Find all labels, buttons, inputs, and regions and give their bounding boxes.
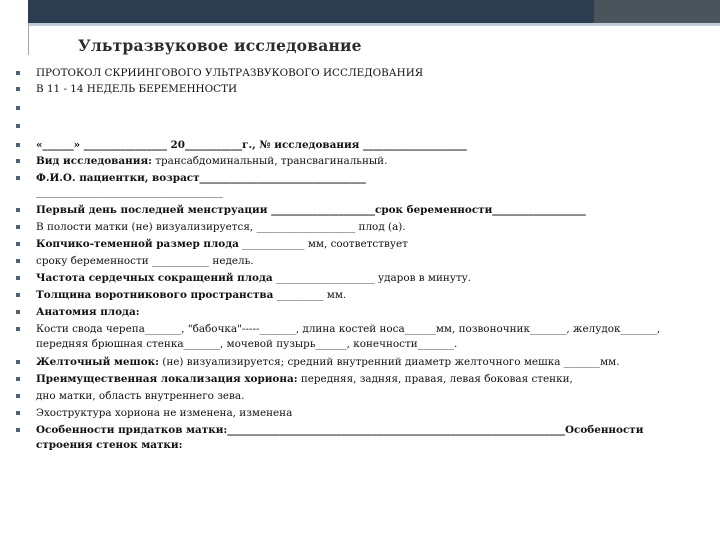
patient-name-continuation: ____________________________________ [36,186,224,198]
study-type-value: трансабдоминальный, трансвагинальный. [151,155,388,167]
nuchal-translucency-value: _________ мм. [273,289,347,301]
date-and-number-line: «______» ________________ 20___________г., № исследования ____________________ [36,138,696,153]
patient-name-line: Ф.И.О. пациентки, возраст________________________________ [36,171,696,186]
fetal-anatomy-heading: Анатомия плода: [36,305,696,320]
yolk-sac-label: Желточный мешок: [36,356,159,368]
heart-rate-value: ___________________ ударов в минуту. [272,272,472,284]
yolk-sac-value: (не) визуализируется; средний внутренний диаметр желточного мешка _______мм. [158,356,620,368]
study-type-line [36,154,696,169]
yolk-sac-line [36,355,696,370]
crl-value: ____________ мм, соответствует [238,238,408,250]
slide-title: Ультразвуковое исследование [78,36,362,55]
nuchal-translucency-label: Толщина воротникового пространства [36,289,274,301]
chorion-location-line [36,372,696,387]
chorion-location-continued: дно матки, область внутреннего зева. [36,389,696,404]
gestation-weeks-line: сроку беременности ___________ недель. [36,254,696,269]
fetus-in-uterus-line: В полости матки (не) визуализируется, ___________________ плод (а). [36,220,696,235]
chorion-location-value: передняя, задняя, правая, левая боковая стенки, [297,373,573,385]
nuchal-translucency-line [36,288,696,303]
study-type-label: Вид исследования: [36,155,152,167]
chorion-location-label: Преимущественная локализация хориона: [36,373,298,385]
protocol-heading-line-2: В 11 - 14 НЕДЕЛЬ БЕРЕМЕННОСТИ [36,82,696,97]
crl-label: Копчико-теменной размер плода [36,238,239,250]
heart-rate-line [36,271,696,286]
crl-line [36,237,696,252]
fetal-anatomy-details: Кости свода черепа_______, "бабочка"-----_______, длина костей носа______мм, позвоночник_______, желудок_______, передняя брюшная стенка_______, мочевой пузырь______, конечности_______. [36,322,696,352]
heart-rate-label: Частота сердечных сокращений плода [36,272,273,284]
protocol-heading-line-1: ПРОТОКОЛ СКРИИНГОВОГО УЛЬТРАЗВУКОВОГО ИССЛЕДОВАНИЯ [36,66,696,81]
chorion-echostructure-line: Эхоструктура хориона не изменена, изменена [36,406,696,421]
adnexa-and-uterine-walls: Особенности придатков матки:_________________________________________________________________Особенности строения стенок матки: [36,423,696,453]
last-period-line: Первый день последней менструации ____________________срок беременности__________________ [36,203,696,218]
